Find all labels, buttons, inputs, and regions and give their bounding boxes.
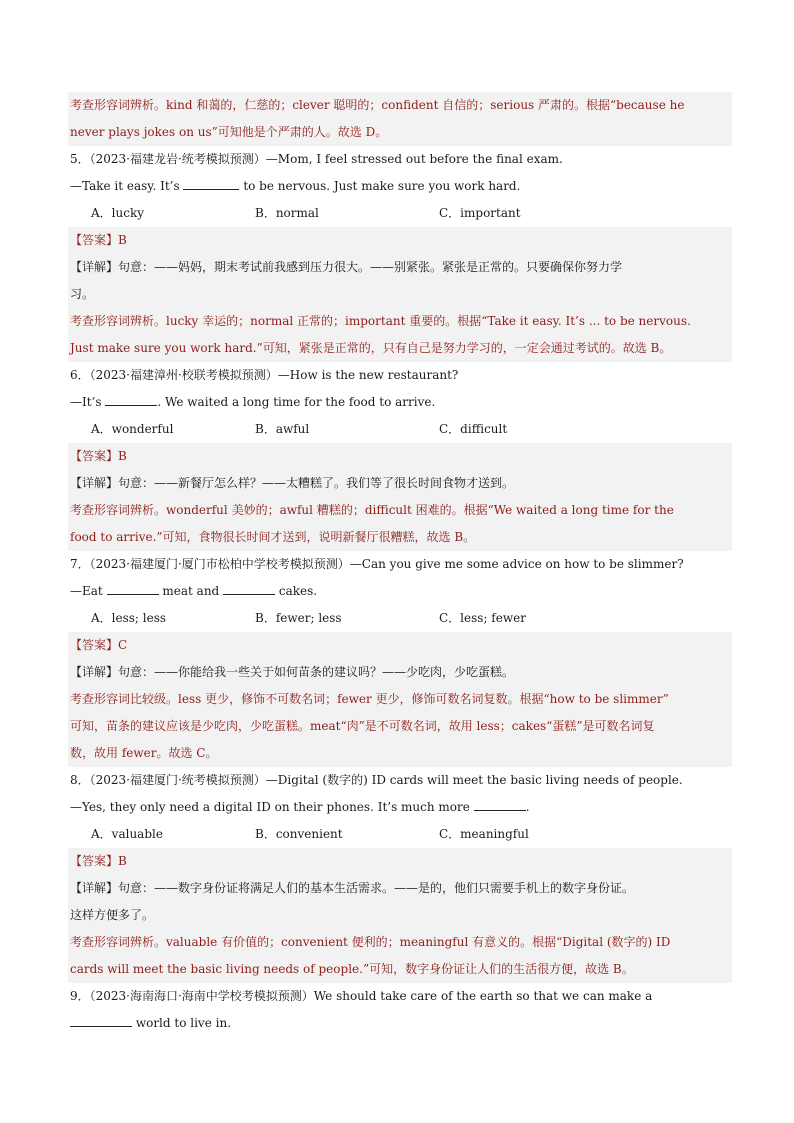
page-content bbox=[70, 92, 724, 1037]
q5-detail-line-2: 习。 bbox=[68, 281, 732, 308]
q8-dialog-line bbox=[70, 794, 724, 821]
q8-line2-pre: —Yes, they only need a digital ID on their phones. It’s much more bbox=[70, 800, 470, 814]
q5-detail-line-1: 【详解】句意：——妈妈，期末考试前我感到压力很大。——别紧张。紧张是正常的。只要确保你努力学 bbox=[68, 254, 732, 281]
q5-option-b: B．normal bbox=[255, 206, 319, 220]
q8-option-a: A．valuable bbox=[91, 827, 163, 841]
q8-option-c: C．meaningful bbox=[439, 827, 529, 841]
q8-analysis-line-2: cards will meet the basic living needs of people.”可知，数字身份证让人们的生活很方便，故选 B。 bbox=[68, 956, 732, 983]
q9-blank bbox=[70, 1012, 132, 1027]
q4-analysis-line-1: 考查形容词辨析。kind 和蔼的，仁慈的；clever 聪明的；confident 自信的；serious 严肃的。根据“because he bbox=[68, 92, 732, 119]
q7-line2-mid: meat and bbox=[162, 584, 220, 598]
q7-analysis-line-2: 可知，苗条的建议应该是少吃肉，少吃蛋糕。meat“肉”是不可数名词，故用 less；cakes“蛋糕”是可数名词复 bbox=[68, 713, 732, 740]
q4-analysis-line-2: never plays jokes on us”可知他是个严肃的人。故选 D。 bbox=[68, 119, 732, 146]
q5-line2-pre: —Take it easy. It’s bbox=[70, 179, 180, 193]
q7-option-b: B．fewer; less bbox=[255, 611, 342, 625]
q9-line2-post: world to live in. bbox=[135, 1016, 232, 1030]
q8-stem: 8．（2023·福建厦门·统考模拟预测）—Digital (数字的) ID cards will meet the basic living needs of people. bbox=[70, 773, 683, 787]
q7-line2-pre: —Eat bbox=[70, 584, 103, 598]
q7-options bbox=[70, 605, 724, 632]
q6-line2-post: . We waited a long time for the food to arrive. bbox=[157, 395, 436, 409]
q6-options bbox=[70, 416, 724, 443]
q7-detail-line-1: 【详解】句意：——你能给我一些关于如何苗条的建议吗？——少吃肉，少吃蛋糕。 bbox=[68, 659, 732, 686]
q7-stem: 7．（2023·福建厦门·厦门市松柏中学校考模拟预测）—Can you give me some advice on how to be slimmer? bbox=[70, 557, 684, 571]
q7-line2-post: cakes. bbox=[278, 584, 318, 598]
q5-stem: 5．（2023·福建龙岩·统考模拟预测）—Mom, I feel stressed out before the final exam. bbox=[70, 152, 563, 166]
q5-options bbox=[70, 200, 724, 227]
q5-analysis-line-1: 考查形容词辨析。lucky 幸运的；normal 正常的；important 重要的。根据“Take it easy. It’s ... to be nervous. bbox=[68, 308, 732, 335]
q5-line2-post: to be nervous. Just make sure you work hard. bbox=[243, 179, 521, 193]
q5-answer: 【答案】B bbox=[68, 227, 732, 254]
q8-analysis-line-1: 考查形容词辨析。valuable 有价值的；convenient 便利的；meaningful 有意义的。根据“Digital (数字的) ID bbox=[68, 929, 732, 956]
q5-dialog-line bbox=[70, 173, 724, 200]
q6-detail-line-1: 【详解】句意：——新餐厅怎么样？——太糟糕了。我们等了很长时间食物才送到。 bbox=[68, 470, 732, 497]
q8-option-b: B．convenient bbox=[255, 827, 343, 841]
q6-blank bbox=[105, 391, 157, 406]
q7-analysis-line-3: 数，故用 fewer。故选 C。 bbox=[68, 740, 732, 767]
q7-option-a: A．less; less bbox=[91, 611, 167, 625]
q5-option-c: C．important bbox=[439, 206, 521, 220]
q6-analysis-line-1: 考查形容词辨析。wonderful 美妙的；awful 糟糕的；difficult 困难的。根据“We waited a long time for the bbox=[68, 497, 732, 524]
q6-stem: 6．（2023·福建漳州·校联考模拟预测）—How is the new restaurant? bbox=[70, 368, 459, 382]
q7-blank-1 bbox=[107, 580, 159, 595]
q8-answer: 【答案】B bbox=[68, 848, 732, 875]
q9-line-2 bbox=[70, 1010, 724, 1037]
q6-answer: 【答案】B bbox=[68, 443, 732, 470]
q6-dialog-line bbox=[70, 389, 724, 416]
q9-stem: 9．（2023·海南海口·海南中学校考模拟预测）We should take care of the earth so that we can make a bbox=[70, 989, 653, 1003]
q8-blank bbox=[474, 796, 526, 811]
q6-line2-pre: —It’s bbox=[70, 395, 102, 409]
q8-detail-line-2: 这样方便多了。 bbox=[68, 902, 732, 929]
q6-analysis-line-2: food to arrive.”可知，食物很长时间才送到，说明新餐厅很糟糕，故选 B。 bbox=[68, 524, 732, 551]
q7-dialog-line bbox=[70, 578, 724, 605]
q5-analysis-line-2: Just make sure you work hard.”可知，紧张是正常的，只有自己是努力学习的，一定会通过考试的。故选 B。 bbox=[68, 335, 732, 362]
q5-blank bbox=[183, 175, 239, 190]
q6-option-a: A．wonderful bbox=[91, 422, 174, 436]
q7-option-c: C．less; fewer bbox=[439, 611, 526, 625]
q6-option-c: C．difficult bbox=[439, 422, 508, 436]
q7-analysis-line-1: 考查形容词比较级。less 更少，修饰不可数名词；fewer 更少，修饰可数名词复数。根据“how to be slimmer” bbox=[68, 686, 732, 713]
q8-detail-line-1: 【详解】句意：——数字身份证将满足人们的基本生活需求。——是的，他们只需要手机上的数字身份证。 bbox=[68, 875, 732, 902]
q8-line2-post: . bbox=[525, 800, 530, 814]
q5-option-a: A．lucky bbox=[91, 206, 145, 220]
q7-blank-2 bbox=[223, 580, 275, 595]
q7-answer: 【答案】C bbox=[68, 632, 732, 659]
q6-option-b: B．awful bbox=[255, 422, 310, 436]
q8-options bbox=[70, 821, 724, 848]
